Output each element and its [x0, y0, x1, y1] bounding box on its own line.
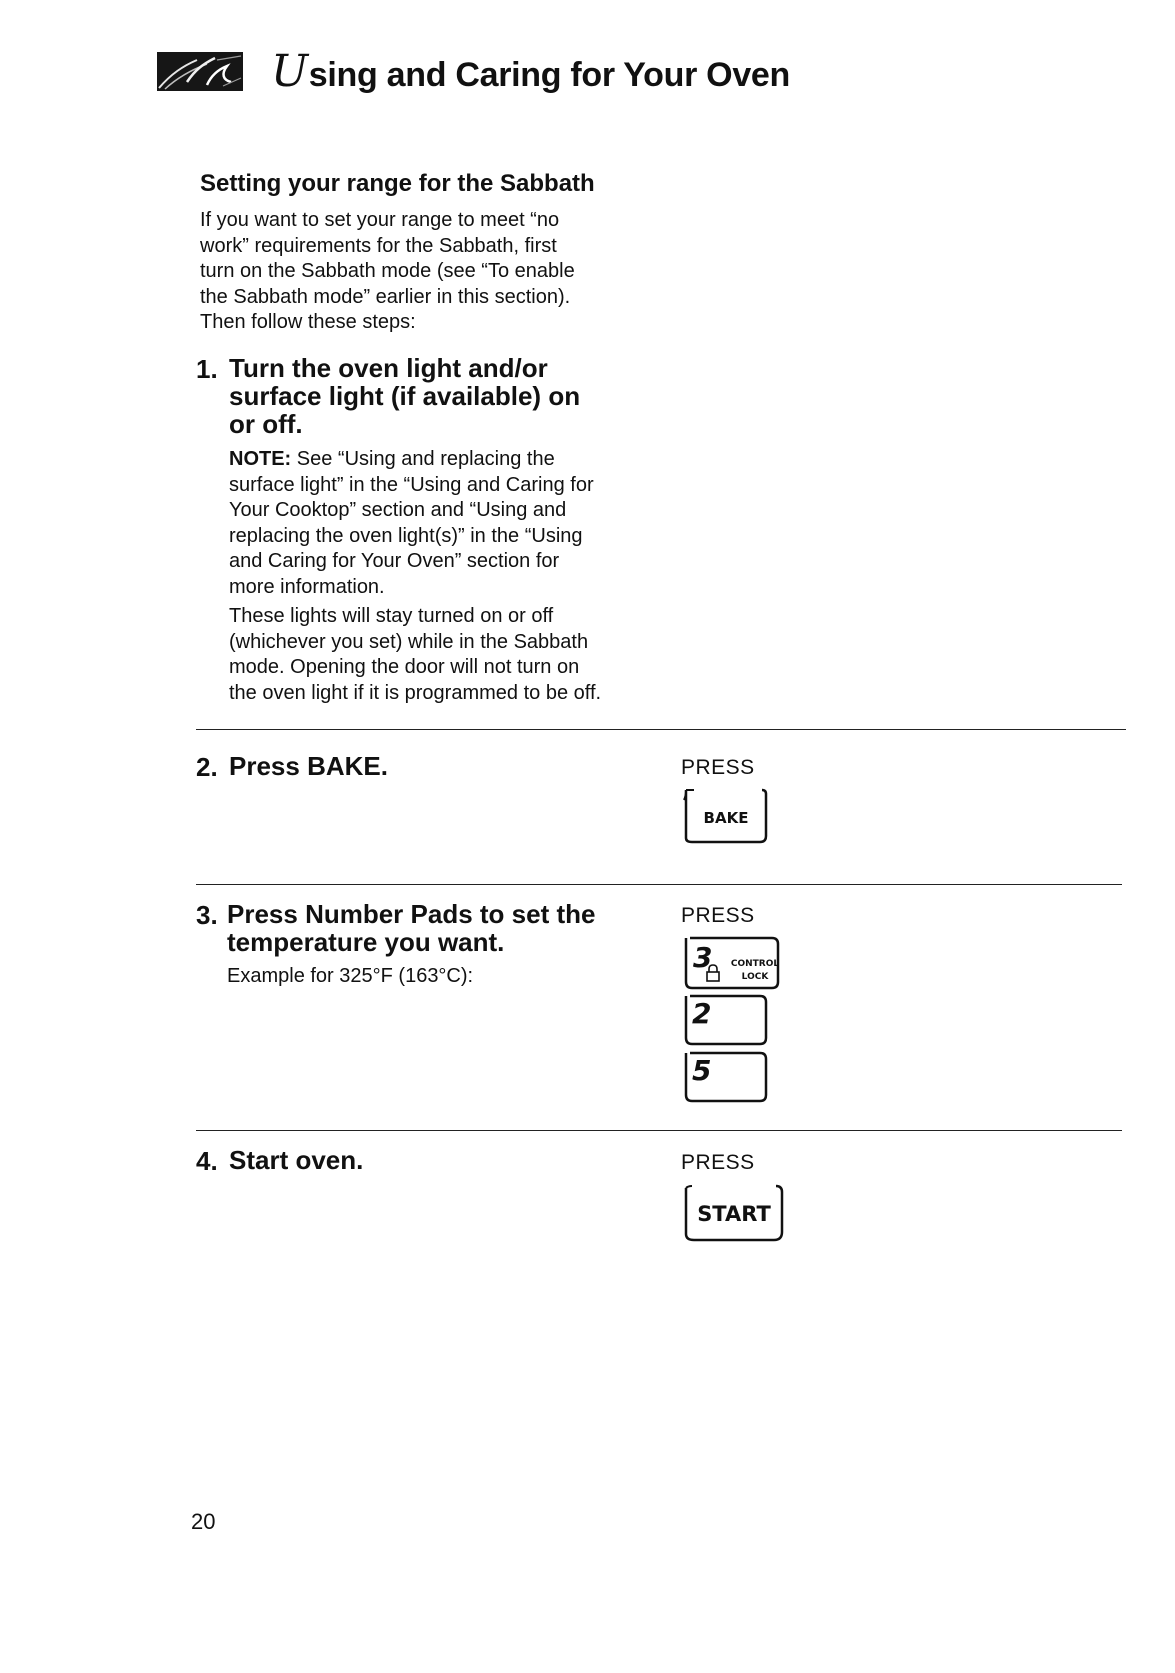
- step-3-example: Example for 325°F (163°C):: [227, 965, 474, 987]
- step-1-extra-line: mode. Opening the door will not turn on: [229, 656, 580, 678]
- step-1-extra: [229, 604, 669, 706]
- step-1-number: 1.: [196, 354, 218, 384]
- step-3-title-line: temperature you want.: [227, 927, 505, 957]
- bake-key-icon: [680, 786, 772, 846]
- step-1-extra-line: These lights will stay turned on or off: [229, 605, 554, 627]
- number-2-key-icon: [680, 992, 772, 1048]
- header-title-text: sing and Caring for Your Oven: [308, 56, 791, 94]
- divider: [196, 884, 1122, 885]
- step-1-note-line: surface light” in the “Using and Caring for: [229, 473, 594, 496]
- intro-line: work” requirements for the Sabbath, first: [200, 234, 557, 257]
- step-1-title-line: Turn the oven light and/or: [229, 353, 548, 383]
- step-1-title: [229, 354, 580, 438]
- key-sub-top: CONTROL: [730, 959, 780, 969]
- key-digit: 5: [692, 1054, 712, 1087]
- header-title-initial: U: [271, 46, 308, 97]
- section-heading: Setting your range for the Sabbath: [200, 170, 595, 197]
- number-5-key-icon: [680, 1049, 772, 1105]
- step-1-note-line: replacing the oven light(s)” in the “Using: [229, 524, 583, 547]
- start-key-icon: [680, 1182, 788, 1244]
- step-1-note-line: and Caring for Your Oven” section for: [229, 550, 560, 572]
- step-4-number: 4.: [196, 1146, 218, 1176]
- key-sub-bottom: LOCK: [741, 972, 769, 982]
- step-2-title: Press BAKE.: [229, 751, 388, 781]
- step-1-note: [229, 447, 659, 600]
- step-1-extra-line: (whichever you set) while in the Sabbath: [229, 630, 589, 653]
- divider: [196, 729, 1126, 730]
- step-1-note-line: Your Cooktop” section and “Using and: [229, 499, 567, 521]
- step-1-title-line: surface light (if available) on: [229, 381, 581, 411]
- brand-logo-icon: [157, 52, 243, 91]
- step-3-title: [227, 900, 595, 956]
- divider: [196, 1130, 1122, 1131]
- key-digit: 3: [693, 941, 713, 974]
- bake-key-label: BAKE: [703, 809, 749, 827]
- press-label: PRESS: [681, 756, 755, 779]
- intro-line: turn on the Sabbath mode (see “To enable: [200, 260, 575, 282]
- press-label: PRESS: [681, 904, 755, 927]
- intro-line: Then follow these steps:: [200, 311, 416, 333]
- number-3-control-lock-key-icon: [680, 934, 784, 992]
- intro-line: the Sabbath mode” earlier in this section).: [200, 285, 571, 308]
- step-1-note-line: [229, 447, 659, 473]
- start-key-label: START: [697, 1202, 771, 1226]
- page-number: 20: [191, 1509, 216, 1534]
- press-label: PRESS: [681, 1151, 755, 1174]
- intro-line: If you want to set your range to meet “no: [200, 209, 560, 231]
- step-1-note-line: more information.: [229, 575, 385, 598]
- step-3-title-line: Press Number Pads to set the: [227, 899, 596, 929]
- note-label: NOTE:: [229, 448, 292, 470]
- step-4-title: Start oven.: [229, 1145, 364, 1175]
- note-text: See “Using and replacing the: [296, 448, 555, 470]
- key-digit: 2: [692, 997, 712, 1030]
- step-3-number: 3.: [196, 900, 218, 930]
- step-1-title-line: or off.: [229, 409, 303, 439]
- page-header-title: [271, 46, 790, 97]
- step-1-extra-line: the oven light if it is programmed to be off.: [229, 681, 602, 704]
- step-2-number: 2.: [196, 752, 218, 782]
- intro-paragraph: [200, 208, 640, 336]
